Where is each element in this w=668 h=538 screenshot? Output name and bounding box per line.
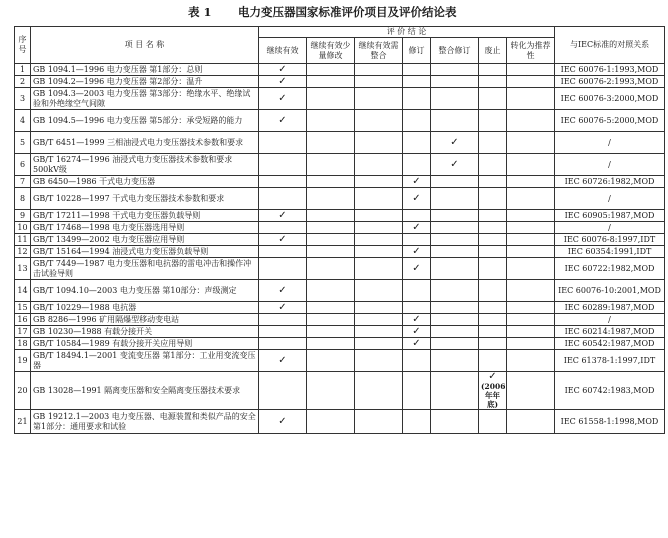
conclusion-cell bbox=[507, 258, 555, 280]
conclusion-cell bbox=[403, 350, 431, 372]
check-icon: ✓ bbox=[278, 75, 287, 87]
row-number: 16 bbox=[15, 314, 31, 326]
conclusion-cell bbox=[479, 188, 507, 210]
table-title: 电力变压器国家标准评价项目及评价结论表 bbox=[238, 5, 457, 19]
iec-relation: IEC 60742:1983,MOD bbox=[555, 372, 665, 410]
table-row bbox=[15, 280, 665, 302]
standard-name: GB/T 7449—1987 电力变压器和电抗器的雷电冲击和操作冲击试验导则 bbox=[31, 258, 259, 280]
iec-relation: IEC 60905:1987,MOD bbox=[555, 210, 665, 222]
conclusion-cell bbox=[479, 410, 507, 434]
conclusion-cell bbox=[307, 154, 355, 176]
conclusion-cell bbox=[431, 258, 479, 280]
header-item-name: 项 目 名 称 bbox=[31, 27, 259, 64]
conclusion-cell bbox=[307, 210, 355, 222]
conclusion-cell bbox=[307, 132, 355, 154]
iec-relation: IEC 61378-1:1997,IDT bbox=[555, 350, 665, 372]
row-number: 7 bbox=[15, 176, 31, 188]
conclusion-cell bbox=[307, 410, 355, 434]
conclusion-cell bbox=[507, 110, 555, 132]
conclusion-cell bbox=[431, 302, 479, 314]
conclusion-cell bbox=[403, 372, 431, 410]
conclusion-cell bbox=[431, 132, 479, 154]
conclusion-cell bbox=[259, 280, 307, 302]
row-number: 5 bbox=[15, 132, 31, 154]
conclusion-cell bbox=[403, 222, 431, 234]
iec-relation: IEC 61558-1:1998,MOD bbox=[555, 410, 665, 434]
conclusion-cell bbox=[507, 326, 555, 338]
check-icon: ✓ bbox=[450, 158, 459, 170]
conclusion-cell bbox=[507, 234, 555, 246]
conclusion-cell bbox=[307, 110, 355, 132]
conclusion-cell bbox=[355, 76, 403, 88]
conclusion-cell bbox=[355, 410, 403, 434]
conclusion-cell bbox=[355, 222, 403, 234]
conclusion-cell bbox=[403, 410, 431, 434]
iec-relation: IEC 60354:1991,IDT bbox=[555, 246, 665, 258]
conclusion-cell bbox=[355, 110, 403, 132]
conclusion-cell bbox=[431, 76, 479, 88]
conclusion-cell bbox=[307, 246, 355, 258]
conclusion-cell bbox=[507, 210, 555, 222]
conclusion-cell bbox=[479, 338, 507, 350]
conclusion-cell bbox=[431, 234, 479, 246]
conclusion-cell bbox=[307, 302, 355, 314]
conclusion-cell bbox=[259, 188, 307, 210]
conclusion-cell bbox=[307, 280, 355, 302]
conclusion-cell bbox=[479, 64, 507, 76]
conclusion-cell bbox=[259, 154, 307, 176]
conclusion-cell bbox=[355, 258, 403, 280]
table-row bbox=[15, 64, 665, 76]
conclusion-cell bbox=[403, 110, 431, 132]
conclusion-cell bbox=[307, 76, 355, 88]
iec-relation: / bbox=[555, 222, 665, 234]
conclusion-cell bbox=[507, 76, 555, 88]
conclusion-cell bbox=[307, 258, 355, 280]
conclusion-cell bbox=[431, 222, 479, 234]
conclusion-cell bbox=[431, 350, 479, 372]
check-icon: ✓ bbox=[278, 284, 287, 296]
conclusion-cell bbox=[355, 302, 403, 314]
conclusion-cell bbox=[507, 154, 555, 176]
standard-name: GB 8286—1996 矿用隔爆型移动变电站 bbox=[31, 314, 259, 326]
standard-name: GB/T 13499—2002 电力变压器应用导则 bbox=[31, 234, 259, 246]
standard-name: GB 1094.5—1996 电力变压器 第5部分：承受短路的能力 bbox=[31, 110, 259, 132]
conclusion-cell bbox=[403, 326, 431, 338]
check-icon: ✓ bbox=[412, 262, 421, 274]
conclusion-cell bbox=[479, 222, 507, 234]
check-icon: ✓ bbox=[412, 325, 421, 337]
conclusion-cell bbox=[403, 64, 431, 76]
check-icon: ✓ bbox=[278, 233, 287, 245]
conclusion-cell bbox=[479, 280, 507, 302]
conclusion-cell bbox=[259, 314, 307, 326]
standard-name: GB 10230—1988 有载分接开关 bbox=[31, 326, 259, 338]
iec-relation: IEC 60076-1:1993,MOD bbox=[555, 64, 665, 76]
conclusion-cell bbox=[259, 234, 307, 246]
conclusion-cell bbox=[355, 234, 403, 246]
table-row bbox=[15, 326, 665, 338]
iec-relation: IEC 60076-2:1993,MOD bbox=[555, 76, 665, 88]
conclusion-cell bbox=[307, 176, 355, 188]
table-row bbox=[15, 410, 665, 434]
conclusion-cell bbox=[307, 314, 355, 326]
iec-relation: IEC 60542:1987,MOD bbox=[555, 338, 665, 350]
iec-relation: IEC 60722:1982,MOD bbox=[555, 258, 665, 280]
header-iec-relation: 与IEC标准的对照关系 bbox=[555, 27, 665, 64]
conclusion-cell bbox=[479, 154, 507, 176]
conclusion-cell bbox=[403, 210, 431, 222]
conclusion-cell bbox=[403, 76, 431, 88]
conclusion-cell bbox=[431, 88, 479, 110]
conclusion-cell bbox=[431, 338, 479, 350]
standard-name: GB 1094.3—2003 电力变压器 第3部分：绝缘水平、绝缘试验和外绝缘空气间隙 bbox=[31, 88, 259, 110]
conclusion-cell bbox=[431, 110, 479, 132]
iec-relation: / bbox=[555, 314, 665, 326]
header-col: 继续有效 bbox=[259, 38, 307, 64]
conclusion-cell bbox=[507, 410, 555, 434]
table-row bbox=[15, 234, 665, 246]
row-number: 6 bbox=[15, 154, 31, 176]
iec-relation: IEC 60076-3:2000,MOD bbox=[555, 88, 665, 110]
conclusion-cell bbox=[403, 88, 431, 110]
evaluation-table bbox=[14, 26, 665, 434]
standard-name: GB/T 17468—1998 电力变压器选用导则 bbox=[31, 222, 259, 234]
conclusion-cell bbox=[507, 280, 555, 302]
conclusion-cell bbox=[507, 132, 555, 154]
conclusion-cell bbox=[307, 188, 355, 210]
table-row bbox=[15, 246, 665, 258]
conclusion-cell bbox=[479, 210, 507, 222]
row-number: 14 bbox=[15, 280, 31, 302]
conclusion-cell bbox=[403, 302, 431, 314]
table-row bbox=[15, 222, 665, 234]
conclusion-cell bbox=[355, 326, 403, 338]
conclusion-cell bbox=[355, 176, 403, 188]
standard-name: GB/T 10229—1988 电抗器 bbox=[31, 302, 259, 314]
table-row bbox=[15, 258, 665, 280]
conclusion-cell bbox=[259, 64, 307, 76]
conclusion-cell bbox=[259, 76, 307, 88]
row-number: 2 bbox=[15, 76, 31, 88]
row-number: 18 bbox=[15, 338, 31, 350]
conclusion-cell bbox=[507, 176, 555, 188]
standard-name: GB 1094.2—1996 电力变压器 第2部分：温升 bbox=[31, 76, 259, 88]
conclusion-cell bbox=[431, 176, 479, 188]
conclusion-cell bbox=[355, 338, 403, 350]
conclusion-cell bbox=[259, 210, 307, 222]
table-row bbox=[15, 76, 665, 88]
conclusion-cell bbox=[479, 326, 507, 338]
conclusion-cell bbox=[307, 372, 355, 410]
table-row bbox=[15, 350, 665, 372]
conclusion-cell bbox=[307, 350, 355, 372]
conclusion-cell bbox=[403, 314, 431, 326]
row-number: 1 bbox=[15, 64, 31, 76]
conclusion-cell bbox=[403, 188, 431, 210]
conclusion-cell bbox=[479, 258, 507, 280]
conclusion-cell bbox=[355, 132, 403, 154]
conclusion-cell bbox=[431, 326, 479, 338]
conclusion-cell bbox=[403, 258, 431, 280]
conclusion-cell bbox=[307, 64, 355, 76]
check-icon: ✓ bbox=[450, 136, 459, 148]
table-row bbox=[15, 154, 665, 176]
iec-relation: IEC 60076-5:2000,MOD bbox=[555, 110, 665, 132]
conclusion-cell bbox=[259, 176, 307, 188]
check-icon: ✓ bbox=[278, 209, 287, 221]
conclusion-cell bbox=[403, 154, 431, 176]
iec-relation: IEC 60726:1982,MOD bbox=[555, 176, 665, 188]
row-number: 3 bbox=[15, 88, 31, 110]
conclusion-cell bbox=[479, 246, 507, 258]
header-col: 修订 bbox=[403, 38, 431, 64]
check-icon: ✓ bbox=[278, 301, 287, 313]
conclusion-cell bbox=[355, 314, 403, 326]
conclusion-cell bbox=[479, 372, 507, 410]
conclusion-cell bbox=[479, 76, 507, 88]
iec-relation: IEC 60214:1987,MOD bbox=[555, 326, 665, 338]
standard-name: GB/T 15164—1994 油浸式电力变压器负载导则 bbox=[31, 246, 259, 258]
check-icon: ✓ bbox=[278, 63, 287, 75]
check-icon: ✓ bbox=[412, 221, 421, 233]
iec-relation: IEC 60076-8:1997,IDT bbox=[555, 234, 665, 246]
conclusion-cell bbox=[479, 350, 507, 372]
conclusion-cell bbox=[479, 234, 507, 246]
conclusion-cell bbox=[355, 350, 403, 372]
conclusion-cell bbox=[431, 372, 479, 410]
standard-name: GB/T 1094.10—2003 电力变压器 第10部分：声级测定 bbox=[31, 280, 259, 302]
conclusion-cell bbox=[259, 110, 307, 132]
conclusion-cell bbox=[355, 188, 403, 210]
standard-name: GB/T 10584—1989 有载分接开关应用导则 bbox=[31, 338, 259, 350]
standard-name: GB 1094.1—1996 电力变压器 第1部分：总则 bbox=[31, 64, 259, 76]
check-icon: ✓ bbox=[412, 175, 421, 187]
conclusion-cell bbox=[355, 280, 403, 302]
conclusion-cell bbox=[355, 246, 403, 258]
iec-relation: IEC 60076-10:2001,MOD bbox=[555, 280, 665, 302]
conclusion-cell bbox=[507, 302, 555, 314]
conclusion-cell bbox=[355, 210, 403, 222]
header-col: 废止 bbox=[479, 38, 507, 64]
conclusion-cell bbox=[479, 88, 507, 110]
check-icon: ✓ bbox=[488, 371, 497, 382]
check-icon: ✓ bbox=[412, 192, 421, 204]
conclusion-cell bbox=[259, 132, 307, 154]
standard-name: GB 13028—1991 隔离变压器和安全隔离变压器技术要求 bbox=[31, 372, 259, 410]
conclusion-cell bbox=[507, 188, 555, 210]
standard-name: GB/T 10228—1997 干式电力变压器技术参数和要求 bbox=[31, 188, 259, 210]
conclusion-cell bbox=[259, 372, 307, 410]
abolish-date-note: (2006年年底) bbox=[481, 382, 506, 409]
table-number: 表 1 bbox=[188, 5, 212, 19]
standard-name: GB/T 16274—1996 油浸式电力变压器技术参数和要求 500kV级 bbox=[31, 154, 259, 176]
conclusion-cell bbox=[355, 154, 403, 176]
conclusion-cell bbox=[403, 246, 431, 258]
conclusion-cell bbox=[259, 410, 307, 434]
conclusion-cell bbox=[403, 176, 431, 188]
conclusion-cell bbox=[507, 222, 555, 234]
conclusion-cell bbox=[259, 350, 307, 372]
standard-name: GB 6450—1986 干式电力变压器 bbox=[31, 176, 259, 188]
conclusion-cell bbox=[259, 258, 307, 280]
check-icon: ✓ bbox=[278, 92, 287, 104]
standard-name: GB/T 17211—1998 干式电力变压器负载导则 bbox=[31, 210, 259, 222]
check-icon: ✓ bbox=[412, 337, 421, 349]
row-number: 10 bbox=[15, 222, 31, 234]
row-number: 17 bbox=[15, 326, 31, 338]
conclusion-cell bbox=[307, 88, 355, 110]
header-seq: 序号 bbox=[15, 27, 31, 64]
header-col: 继续有效少量修改 bbox=[307, 38, 355, 64]
conclusion-cell bbox=[307, 222, 355, 234]
conclusion-cell bbox=[507, 338, 555, 350]
row-number: 20 bbox=[15, 372, 31, 410]
row-number: 11 bbox=[15, 234, 31, 246]
table-row bbox=[15, 302, 665, 314]
row-number: 15 bbox=[15, 302, 31, 314]
conclusion-cell bbox=[403, 132, 431, 154]
conclusion-cell bbox=[259, 326, 307, 338]
conclusion-cell bbox=[355, 372, 403, 410]
conclusion-cell bbox=[479, 176, 507, 188]
check-icon: ✓ bbox=[412, 313, 421, 325]
conclusion-cell bbox=[431, 210, 479, 222]
conclusion-cell bbox=[307, 338, 355, 350]
row-number: 13 bbox=[15, 258, 31, 280]
conclusion-cell bbox=[431, 314, 479, 326]
conclusion-cell bbox=[307, 326, 355, 338]
conclusion-cell bbox=[479, 314, 507, 326]
header-col: 继续有效需整合 bbox=[355, 38, 403, 64]
iec-relation: / bbox=[555, 188, 665, 210]
conclusion-cell bbox=[507, 350, 555, 372]
row-number: 9 bbox=[15, 210, 31, 222]
conclusion-cell bbox=[259, 302, 307, 314]
table-row bbox=[15, 338, 665, 350]
conclusion-cell bbox=[507, 88, 555, 110]
conclusion-cell bbox=[259, 338, 307, 350]
conclusion-cell bbox=[259, 246, 307, 258]
table-row bbox=[15, 132, 665, 154]
iec-relation: / bbox=[555, 154, 665, 176]
conclusion-cell bbox=[259, 88, 307, 110]
table-row bbox=[15, 176, 665, 188]
conclusion-cell bbox=[431, 246, 479, 258]
conclusion-cell bbox=[479, 110, 507, 132]
row-number: 19 bbox=[15, 350, 31, 372]
row-number: 12 bbox=[15, 246, 31, 258]
conclusion-cell bbox=[507, 372, 555, 410]
conclusion-cell bbox=[307, 234, 355, 246]
table-row bbox=[15, 188, 665, 210]
conclusion-cell bbox=[479, 302, 507, 314]
check-icon: ✓ bbox=[412, 245, 421, 257]
header-evaluation-group: 评 价 结 论 bbox=[259, 27, 555, 38]
conclusion-cell bbox=[431, 154, 479, 176]
standard-name: GB 19212.1—2003 电力变压器、电源装置和类似产品的安全 第1部分：通用要求和试验 bbox=[31, 410, 259, 434]
conclusion-cell bbox=[431, 410, 479, 434]
header-col: 整合修订 bbox=[431, 38, 479, 64]
conclusion-cell bbox=[403, 234, 431, 246]
conclusion-cell bbox=[507, 64, 555, 76]
check-icon: ✓ bbox=[278, 114, 287, 126]
row-number: 8 bbox=[15, 188, 31, 210]
check-icon: ✓ bbox=[278, 415, 287, 427]
table-row bbox=[15, 210, 665, 222]
table-row bbox=[15, 88, 665, 110]
row-number: 4 bbox=[15, 110, 31, 132]
conclusion-cell bbox=[431, 188, 479, 210]
check-icon: ✓ bbox=[278, 354, 287, 366]
iec-relation: IEC 60289:1987,MOD bbox=[555, 302, 665, 314]
row-number: 21 bbox=[15, 410, 31, 434]
table-caption bbox=[0, 2, 668, 22]
conclusion-cell bbox=[403, 280, 431, 302]
conclusion-cell bbox=[403, 338, 431, 350]
standard-name: GB/T 6451—1999 三相油浸式电力变压器技术参数和要求 bbox=[31, 132, 259, 154]
header-col: 转化为推荐性 bbox=[507, 38, 555, 64]
conclusion-cell bbox=[479, 132, 507, 154]
conclusion-cell bbox=[355, 88, 403, 110]
conclusion-cell bbox=[431, 64, 479, 76]
table-row bbox=[15, 110, 665, 132]
conclusion-cell bbox=[431, 280, 479, 302]
conclusion-cell bbox=[259, 222, 307, 234]
standard-name: GB/T 18494.1—2001 变流变压器 第1部分：工业用变流变压器 bbox=[31, 350, 259, 372]
conclusion-cell bbox=[507, 314, 555, 326]
table-row bbox=[15, 314, 665, 326]
conclusion-cell bbox=[507, 246, 555, 258]
table-row bbox=[15, 372, 665, 410]
iec-relation: / bbox=[555, 132, 665, 154]
conclusion-cell bbox=[355, 64, 403, 76]
